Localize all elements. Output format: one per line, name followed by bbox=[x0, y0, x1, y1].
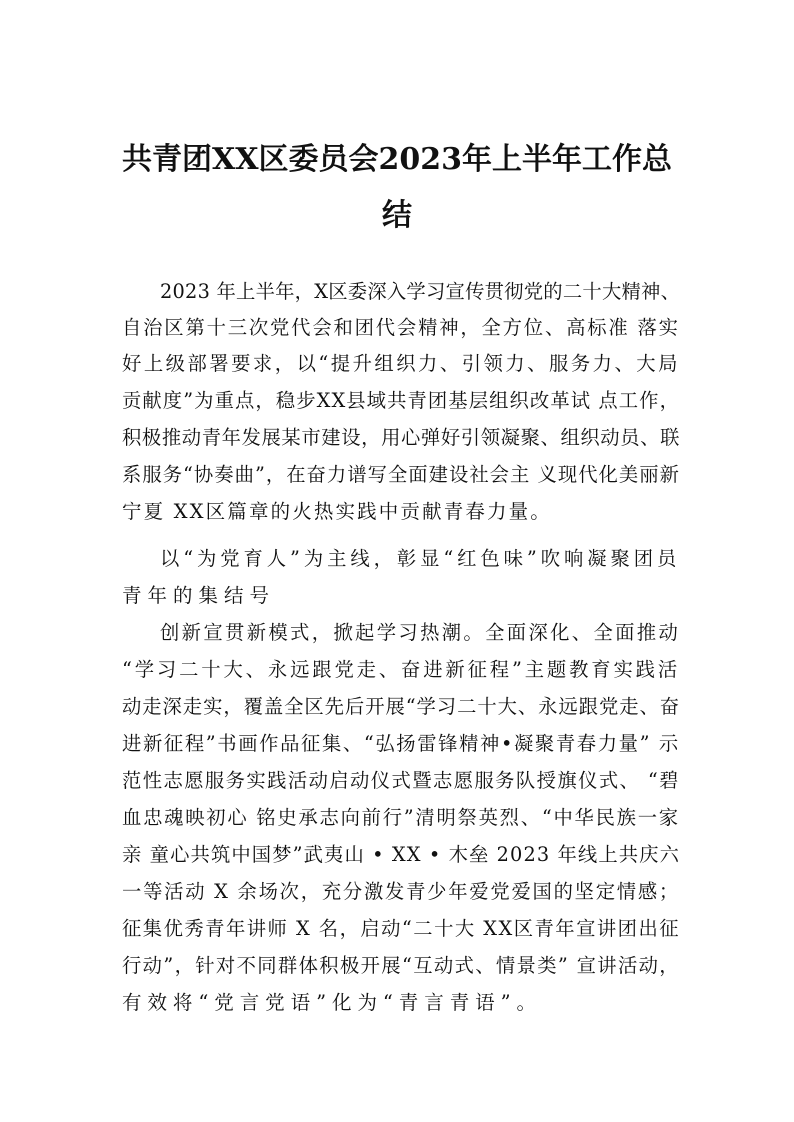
body-line: “学习二十大、永远跟党走、奋进新征程”主题教育实践活 bbox=[122, 658, 681, 681]
body-line: 征集优秀青年讲师 X 名，启动“二十大 XX区青年宣讲团出征 bbox=[122, 917, 681, 940]
body-line: 宁夏 XX区篇章的火热实践中贡献青春力量。 bbox=[122, 500, 552, 523]
body-line: 一等活动 X 余场次，充分激发青少年爱党爱国的坚定情感； bbox=[122, 880, 680, 903]
document-title-line-2: 结 bbox=[382, 198, 412, 233]
body-line: 行动”，针对不同群体积极开展“互动式、情景类” 宣讲活动， bbox=[122, 954, 680, 977]
body-line: 血忠魂映初心 铭史承志向前行”清明祭英烈、“中华民族一家 bbox=[122, 806, 680, 829]
body-line: 进新征程”书画作品征集、“弘扬雷锋精神•凝聚青春力量” 示 bbox=[122, 732, 680, 755]
section-heading-line: 以“为党育人”为主线，彰显“红色味”吹响凝聚团员 bbox=[160, 547, 681, 570]
body-line: 自治区第十三次党代会和团代会精神，全方位、高标准 落实 bbox=[122, 316, 680, 339]
body-line: 亲 童心共筑中国梦”武夷山 • XX • 木垒 2023 年线上共庆六 bbox=[122, 843, 681, 866]
body-line: 创新宣贯新模式，掀起学习热潮。全面深化、全面推动 bbox=[160, 621, 681, 644]
body-line: 动走深走实，覆盖全区先后开展“学习二十大、永远跟党走、奋 bbox=[122, 695, 681, 718]
body-line: 有效将“党言党语”化为“青言青语”。 bbox=[122, 991, 542, 1014]
document-title-line-1: 共青团XX区委员会2023年上半年工作总 bbox=[121, 142, 673, 177]
body-line: 积极推动青年发展某市建设，用心弹好引领凝聚、组织动员、联 bbox=[122, 426, 681, 449]
section-heading-line: 青年的集结号 bbox=[122, 584, 276, 607]
body-line: 范性志愿服务实践活动启动仪式暨志愿服务队授旗仪式、 “碧 bbox=[122, 769, 680, 792]
body-line: 好上级部署要求，以“提升组织力、引领力、服务力、大局 bbox=[122, 352, 680, 375]
body-line: 贡献度”为重点，稳步XX县域共青团基层组织改革试 点工作， bbox=[122, 389, 680, 412]
body-line: 2023 年上半年，X区委深入学习宣传贯彻党的二十大精神、 bbox=[160, 280, 681, 303]
body-line: 系服务“协奏曲”，在奋力谱写全面建设社会主 义现代化美丽新 bbox=[122, 463, 680, 486]
